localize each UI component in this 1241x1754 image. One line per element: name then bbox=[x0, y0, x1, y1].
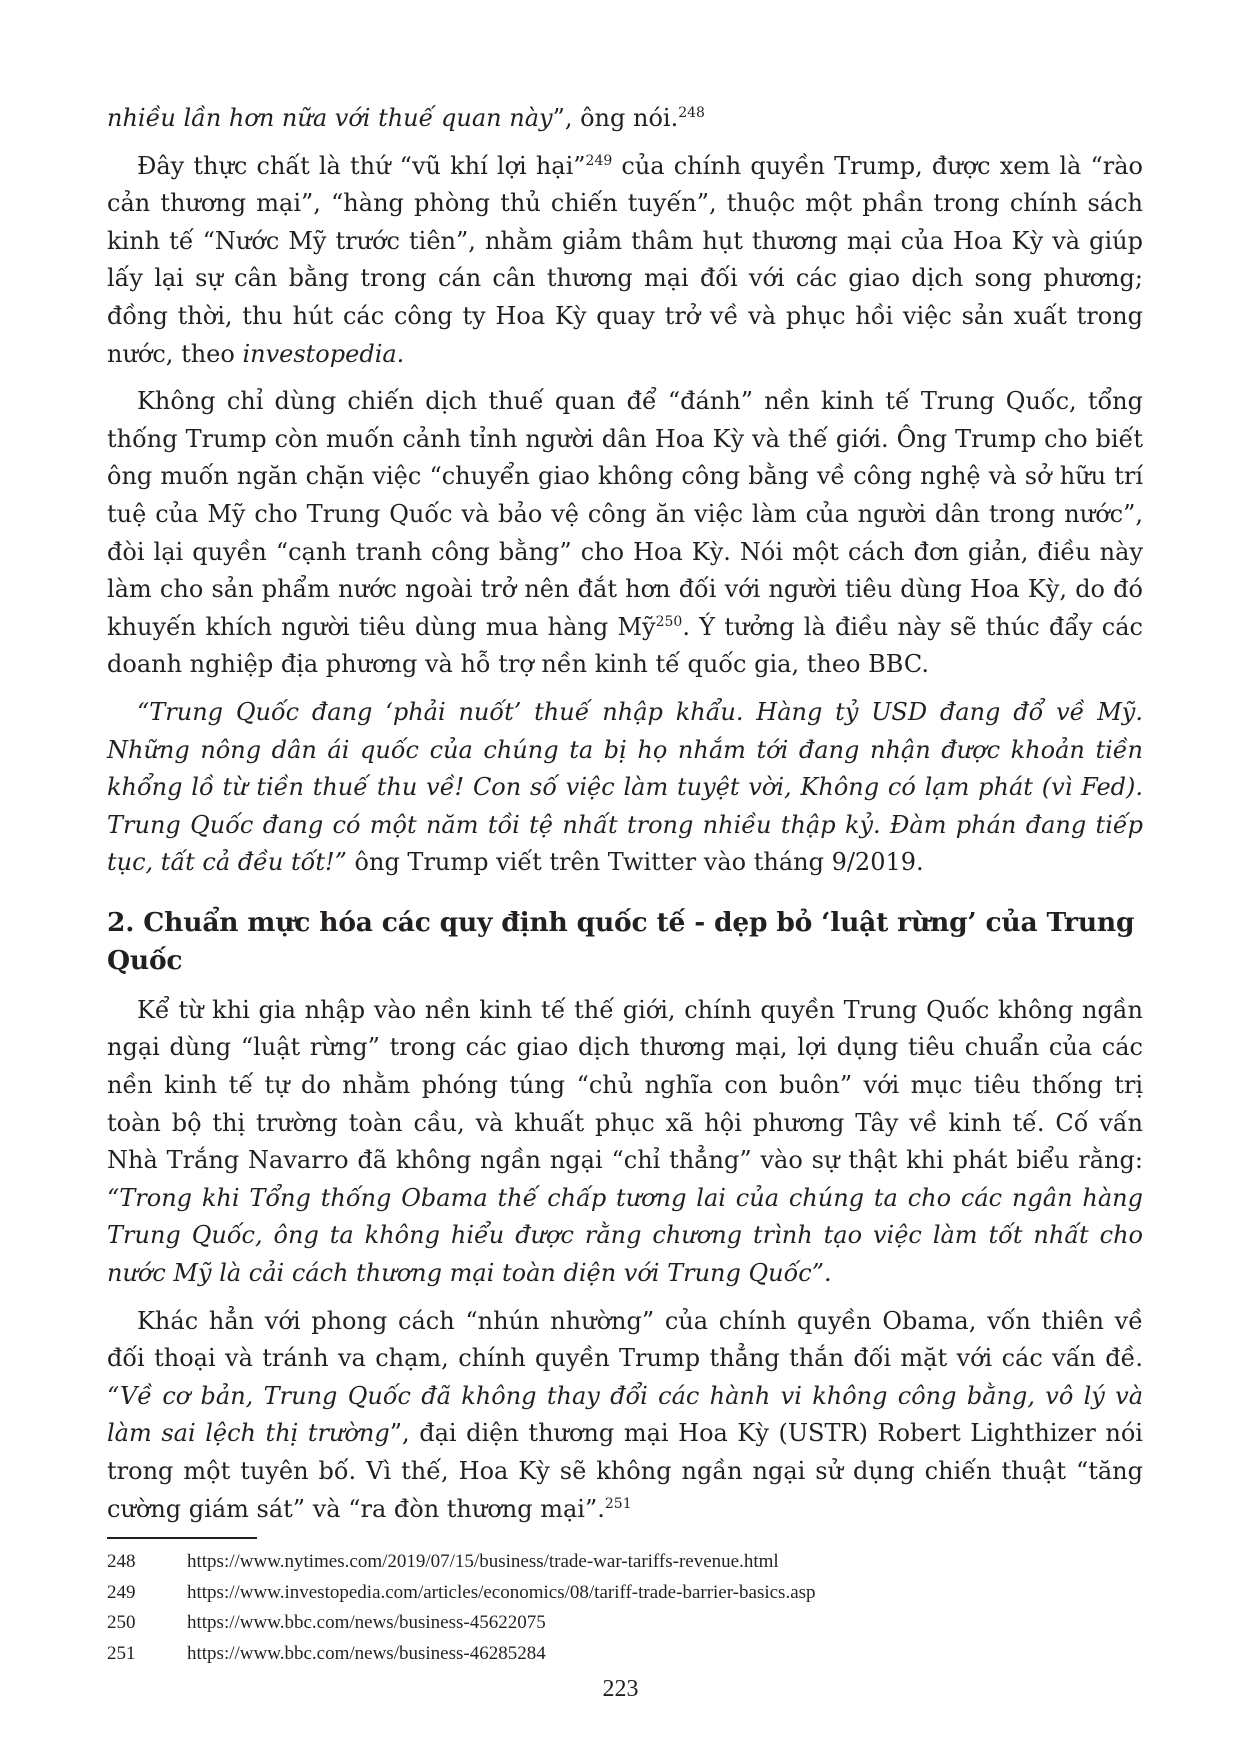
footnote-url: https://www.bbc.com/news/business-45622075 bbox=[187, 1612, 546, 1633]
text-span: ông Trump viết trên Twitter vào tháng 9/2019. bbox=[346, 848, 924, 877]
footnote-item bbox=[107, 1639, 1143, 1670]
italic-span: “Trung Quốc đang ‘phải nuốt’ thuế nhập khẩu. Hàng tỷ USD đang đổ về Mỹ. Những nông dân ái quốc của chúng ta bị họ nhắm tới đang nhận được khoản tiền khổng lồ từ tiền thuế thu về! Con số việc làm tuyệt vời, Không có lạm phát (vì Fed). Trung Quốc đang có một năm tồi tệ nhất trong nhiều thập kỷ. Đàm phán đang tiếp tục, tất cả đều tốt!” bbox=[107, 697, 1143, 877]
paragraph-weapon bbox=[107, 148, 1143, 374]
text-span: Không chỉ dùng chiến dịch thuế quan để “đánh” nền kinh tế Trung Quốc, tổng thống Trump còn muốn cảnh tỉnh người dân Hoa Kỳ và thế giới. Ông Trump cho biết ông muốn ngăn chặn việc “chuyển giao không công bằng về công nghệ và sở hữu trí tuệ của Mỹ cho Trung Quốc và bảo vệ công ăn việc làm của người dân trong nước”, đòi lại quyền “cạnh tranh công bằng” cho Hoa Kỳ. Nói một cách đơn giản, điều này làm cho sản phẩm nước ngoài trở nên đắt hơn đối với người tiêu dùng Hoa Kỳ, do đó khuyến khích người tiêu dùng mua hàng Mỹ bbox=[107, 387, 1143, 641]
footnote-ref-251: 251 bbox=[604, 1495, 632, 1512]
text-span: Đây thực chất là thứ “vũ khí lợi hại” bbox=[137, 151, 586, 180]
footnote-number: 248 bbox=[107, 1551, 136, 1572]
paragraph-lighthizer bbox=[107, 1303, 1143, 1529]
text-span: ”, đại diện thương mại Hoa Kỳ (USTR) Robert Lighthizer nói trong một tuyên bố. Vì thế, Hoa Kỳ sẽ không ngần ngại sử dụng chiến thuật “tăng cường giám sát” và “ra đòn thương mại”. bbox=[107, 1419, 1143, 1523]
italic-span: “Về cơ bản, Trung Quốc đã không thay đổi các hành vi không công bằng, vô lý và làm sai lệch thị trường bbox=[107, 1381, 1143, 1448]
footnote-number: 251 bbox=[107, 1642, 136, 1664]
page-number: 223 bbox=[602, 1676, 639, 1702]
footnote-url: https://www.nytimes.com/2019/07/15/business/trade-war-tariffs-revenue.html bbox=[187, 1551, 779, 1572]
paragraph-tariff-campaign bbox=[107, 383, 1143, 684]
footnote-ref-250: 250 bbox=[655, 613, 683, 630]
footnote-number: 249 bbox=[107, 1581, 136, 1603]
page-body bbox=[107, 100, 1143, 1538]
italic-span: investopedia. bbox=[242, 339, 405, 368]
text-span: Kể từ khi gia nhập vào nền kinh tế thế giới, chính quyền Trung Quốc không ngần ngại dùng “luật rừng” trong các giao dịch thương mại, lợi dụng tiêu chuẩn của các nền kinh tế tự do nhằm phóng túng “chủ nghĩa con buôn” với mục tiêu thống trị toàn bộ thị trường toàn cầu, và khuất phục xã hội phương Tây về kinh tế. Cố vấn Nhà Trắng Navarro đã không ngần ngại “chỉ thẳng” vào sự thật khi phát biểu rằng: bbox=[107, 995, 1143, 1175]
footnotes bbox=[107, 1547, 1143, 1669]
footnote-item bbox=[107, 1578, 1143, 1609]
paragraph-jungle-law bbox=[107, 992, 1143, 1293]
footnote-number: 250 bbox=[107, 1612, 136, 1633]
text-span: . Ý tưởng là điều này sẽ thúc đẩy các doanh nghiệp địa phương và hỗ trợ nền kinh tế quốc gia, theo BBC. bbox=[107, 612, 1143, 679]
paragraph-continued bbox=[107, 100, 1143, 138]
footnote-url: https://www.bbc.com/news/business-46285284 bbox=[187, 1642, 546, 1664]
text-span: Khác hẳn với phong cách “nhún nhường” của chính quyền Obama, vốn thiên về đối thoại và tránh va chạm, chính quyền Trump thẳng thắn đối mặt với các vấn đề. bbox=[107, 1306, 1143, 1373]
italic-span: nhiều lần hơn nữa với thuế quan này bbox=[107, 104, 553, 132]
italic-span: “Trong khi Tổng thống Obama thế chấp tương lai của chúng ta cho các ngân hàng Trung Quốc, ông ta không hiểu được rằng chương trình tạo việc làm tốt nhất cho nước Mỹ là cải cách thương mại toàn diện với Trung Quốc”. bbox=[107, 1183, 1143, 1288]
section-heading: 2. Chuẩn mực hóa các quy định quốc tế - dẹp bỏ ‘luật rừng’ của Trung Quốc bbox=[107, 906, 1135, 976]
footnote-ref-248: 248 bbox=[678, 105, 705, 121]
footnote-ref-249: 249 bbox=[585, 152, 613, 169]
footnote-divider bbox=[107, 1537, 257, 1539]
footnote-url: https://www.investopedia.com/articles/economics/08/tariff-trade-barrier-basics.asp bbox=[187, 1581, 816, 1603]
footnote-item bbox=[107, 1608, 1143, 1639]
text-span: của chính quyền Trump, được xem là “rào cản thương mại”, “hàng phòng thủ chiến tuyến”, thuộc một phần trong chính sách kinh tế “Nước Mỹ trước tiên”, nhằm giảm thâm hụt thương mại của Hoa Kỳ và giúp lấy lại sự cân bằng trong cán cân thương mại đối với các giao dịch song phương; đồng thời, thu hút các công ty Hoa Kỳ quay trở về và phục hồi việc sản xuất trong nước, theo bbox=[107, 151, 1143, 368]
text-span: ”, ông nói. bbox=[552, 104, 679, 132]
footnote-item bbox=[107, 1547, 1143, 1578]
paragraph-trump-quote bbox=[107, 694, 1143, 882]
